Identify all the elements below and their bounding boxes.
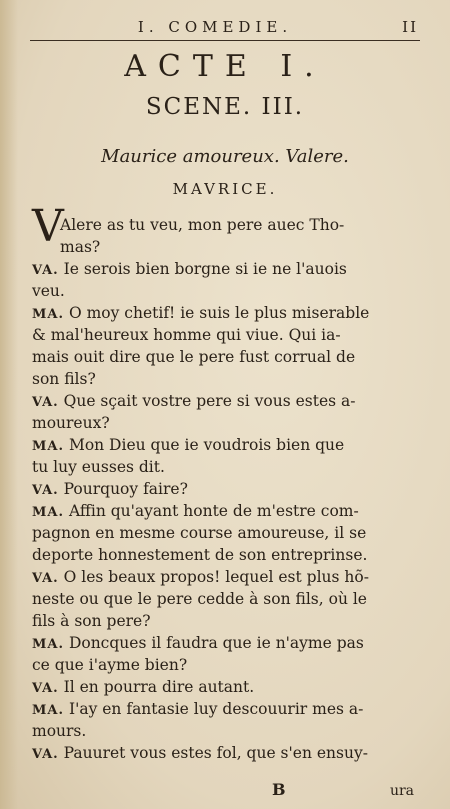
speaker-abbreviation: VA. xyxy=(32,395,59,410)
line-text: Ie serois bien borgne si ie ne l'auois xyxy=(58,260,347,278)
page-gutter xyxy=(0,0,18,809)
line-text: O les beaux propos! lequel est plus hõ- xyxy=(58,568,369,586)
text-line xyxy=(32,324,412,346)
text-line xyxy=(32,676,412,698)
line-text: mours. xyxy=(32,722,87,740)
speaker-abbreviation: MA. xyxy=(32,439,65,454)
line-text: I'ay en fantasie luy descouurir mes a- xyxy=(64,700,364,718)
line-text: ce que i'ayme bien? xyxy=(32,656,188,674)
line-text: & mal'heureux homme qui viue. Qui ia- xyxy=(32,326,341,344)
speaker-abbreviation: MA. xyxy=(32,637,65,652)
text-line xyxy=(32,302,412,324)
line-text: tu luy eusses dit. xyxy=(32,458,165,476)
line-text: Pourquoy faire? xyxy=(58,480,188,498)
speaker-abbreviation: MA. xyxy=(32,703,65,718)
line-text: Pauuret vous estes fol, que s'en ensuy- xyxy=(58,744,368,762)
page-number: II xyxy=(402,18,418,36)
line-text: veu. xyxy=(32,282,65,300)
header-rule xyxy=(30,40,420,41)
running-head: I. COMEDIE. xyxy=(137,18,293,36)
text-line xyxy=(32,456,412,478)
line-text: O moy chetif! ie suis le plus miserable xyxy=(64,304,370,322)
speaker-abbreviation: VA. xyxy=(32,571,59,586)
line-text: Mon Dieu que ie voudrois bien que xyxy=(64,436,345,454)
line-text: mas? xyxy=(60,238,101,256)
speaker-abbreviation: MA. xyxy=(32,505,65,520)
line-text: Que sçait vostre pere si vous estes a- xyxy=(58,392,356,410)
scene-characters: Maurice amoureux. Valere. xyxy=(101,146,349,167)
text-line xyxy=(32,720,412,742)
line-text: mais ouit dire que le pere fust corrual de xyxy=(32,348,356,366)
text-line xyxy=(32,588,412,610)
text-line xyxy=(32,698,412,720)
text-line xyxy=(32,478,412,500)
text-line xyxy=(32,412,412,434)
line-text: Doncques il faudra que ie n'ayme pas xyxy=(64,634,364,652)
text-line xyxy=(32,544,412,566)
text-line xyxy=(60,214,410,236)
line-text: fils à son pere? xyxy=(32,612,151,630)
text-line xyxy=(32,346,412,368)
act-heading: ACTE I. xyxy=(124,49,326,84)
scene-heading: SCENE. III. xyxy=(145,94,305,120)
speaker-abbreviation: VA. xyxy=(32,747,59,762)
line-text: Il en pourra dire autant. xyxy=(58,678,255,696)
text-line xyxy=(32,742,412,764)
signature-mark: B xyxy=(272,780,286,799)
text-line xyxy=(32,632,412,654)
text-line xyxy=(32,654,412,676)
text-line xyxy=(32,258,412,280)
text-line xyxy=(32,610,412,632)
catchword: ura xyxy=(389,783,414,799)
text-line xyxy=(32,522,412,544)
speaker-abbreviation: MA. xyxy=(32,307,65,322)
line-text: son fils? xyxy=(32,370,96,388)
text-line xyxy=(32,566,412,588)
line-text: Alere as tu veu, mon pere auec Tho- xyxy=(60,216,345,234)
text-line xyxy=(32,434,412,456)
line-text: moureux? xyxy=(32,414,110,432)
text-line xyxy=(32,390,412,412)
text-line xyxy=(32,368,412,390)
text-line xyxy=(32,500,412,522)
text-line xyxy=(60,236,410,258)
line-text: pagnon en mesme course amoureuse, il se xyxy=(32,524,367,542)
first-speaker-heading: MAVRICE. xyxy=(172,180,278,198)
speaker-abbreviation: VA. xyxy=(32,263,59,278)
speaker-abbreviation: VA. xyxy=(32,483,59,498)
text-line xyxy=(32,280,412,302)
line-text: deporte honnestement de son entreprinse. xyxy=(32,546,368,564)
drop-capital: V xyxy=(32,201,64,252)
line-text: Affin qu'ayant honte de m'estre com- xyxy=(64,502,359,520)
line-text: neste ou que le pere cedde à son fils, où le xyxy=(32,590,367,608)
speaker-abbreviation: VA. xyxy=(32,681,59,696)
